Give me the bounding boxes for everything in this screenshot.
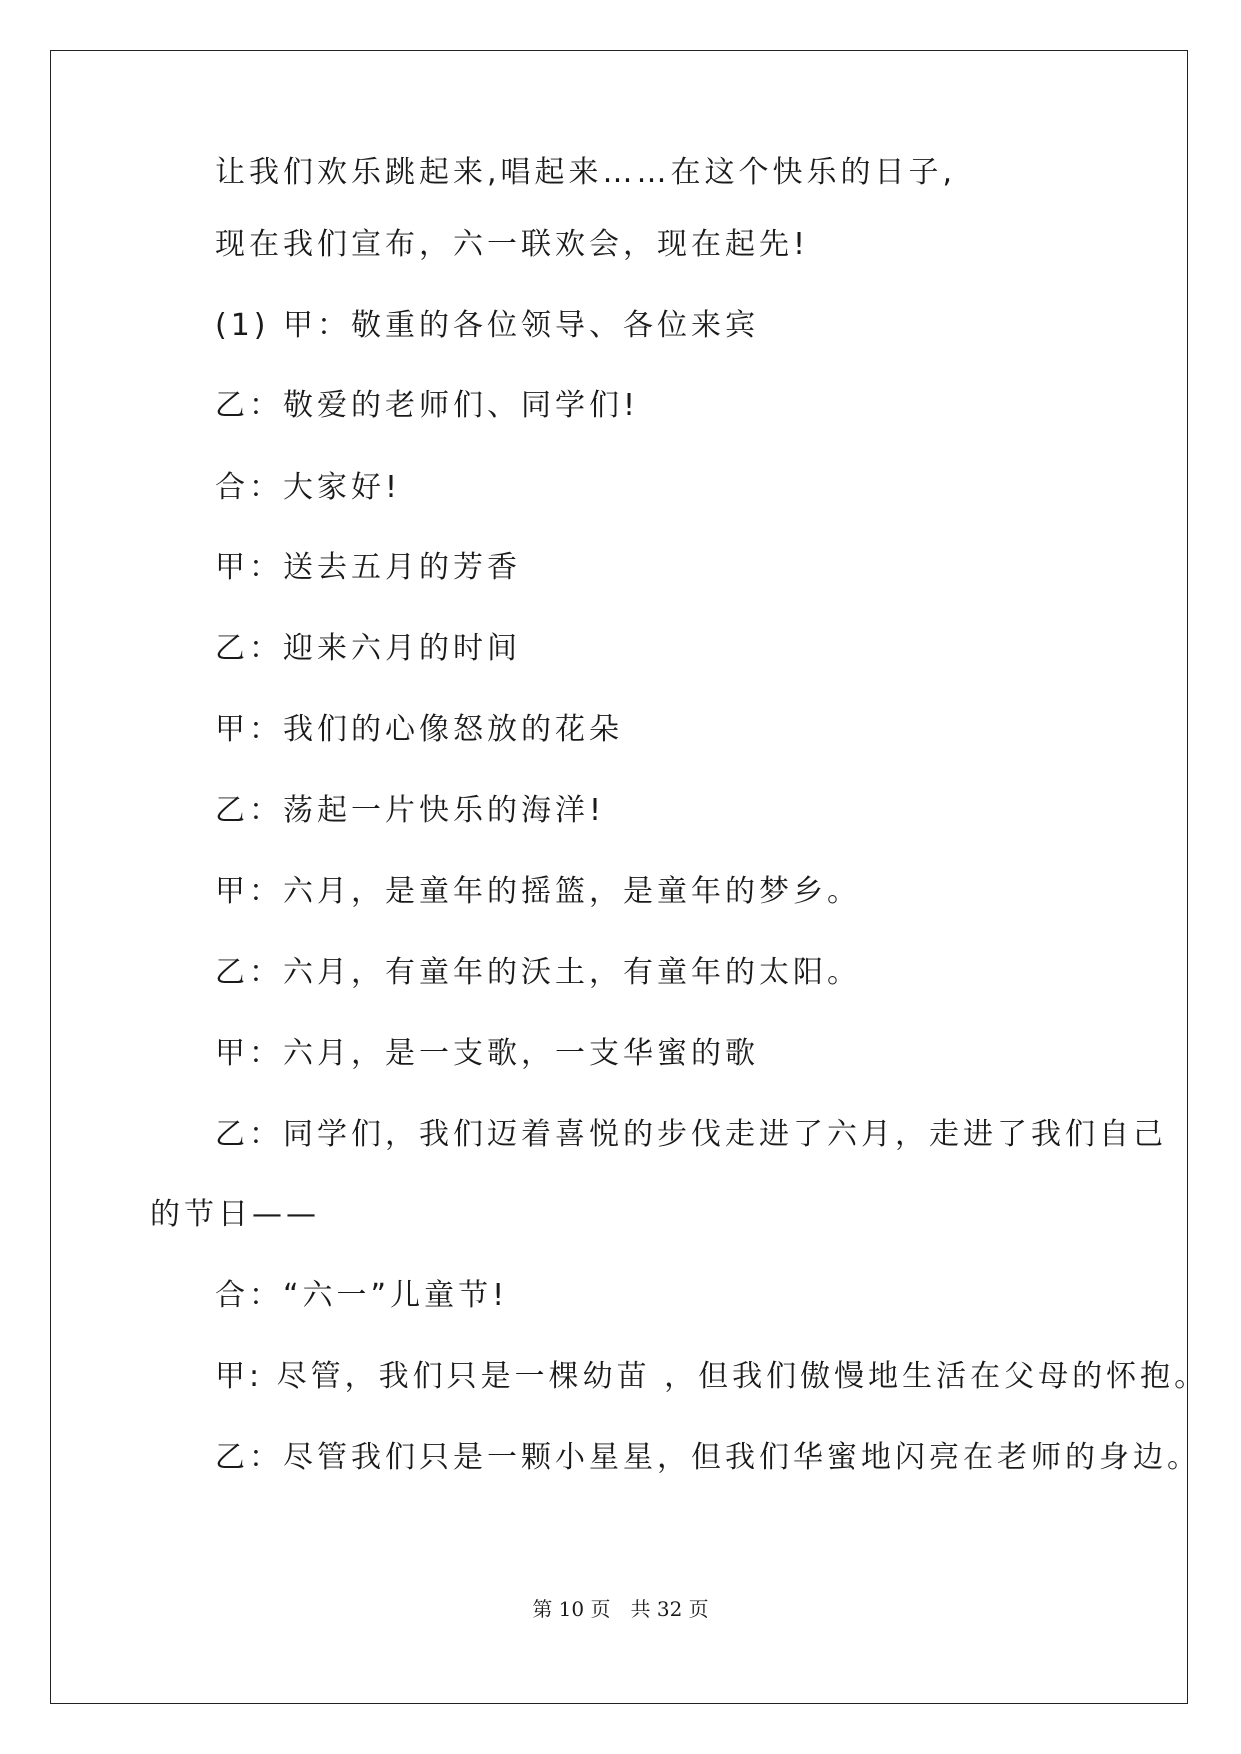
text-line-10: 甲：六月，是童年的摇篮，是童年的梦乡。 bbox=[215, 874, 861, 909]
text-line-2: 现在我们宣布，六一联欢会，现在起先! bbox=[215, 227, 810, 262]
text-line-5: 合：大家好! bbox=[215, 470, 402, 505]
text-line-14: 的节日—— bbox=[150, 1197, 320, 1232]
text-line-4: 乙：敬爱的老师们、同学们! bbox=[215, 388, 640, 423]
text-line-17: 乙：尽管我们只是一颗小星星，但我们华蜜地闪亮在老师的身边。 bbox=[215, 1440, 1201, 1475]
text-line-9: 乙：荡起一片快乐的海洋! bbox=[215, 793, 606, 828]
text-line-3: (1) 甲：敬重的各位领导、各位来宾 bbox=[215, 308, 760, 343]
text-line-16: 甲: 尽管，我们只是一棵幼苗 ，但我们傲慢地生活在父母的怀抱。 bbox=[215, 1359, 1209, 1394]
page-number-footer: 第 10 页 共 32 页 bbox=[532, 1597, 709, 1621]
text-line-11: 乙：六月，有童年的沃土，有童年的太阳。 bbox=[215, 955, 861, 990]
text-line-12: 甲：六月，是一支歌，一支华蜜的歌 bbox=[215, 1036, 759, 1071]
text-line-7: 乙：迎来六月的时间 bbox=[215, 631, 521, 666]
text-line-1: 让我们欢乐跳起来,唱起来……在这个快乐的日子, bbox=[215, 155, 957, 190]
text-line-15: 合：“六一”儿童节! bbox=[215, 1278, 509, 1313]
text-line-13: 乙：同学们，我们迈着喜悦的步伐走进了六月，走进了我们自己 bbox=[215, 1117, 1167, 1152]
text-line-6: 甲：送去五月的芳香 bbox=[215, 550, 521, 585]
text-line-8: 甲：我们的心像怒放的花朵 bbox=[215, 712, 623, 747]
